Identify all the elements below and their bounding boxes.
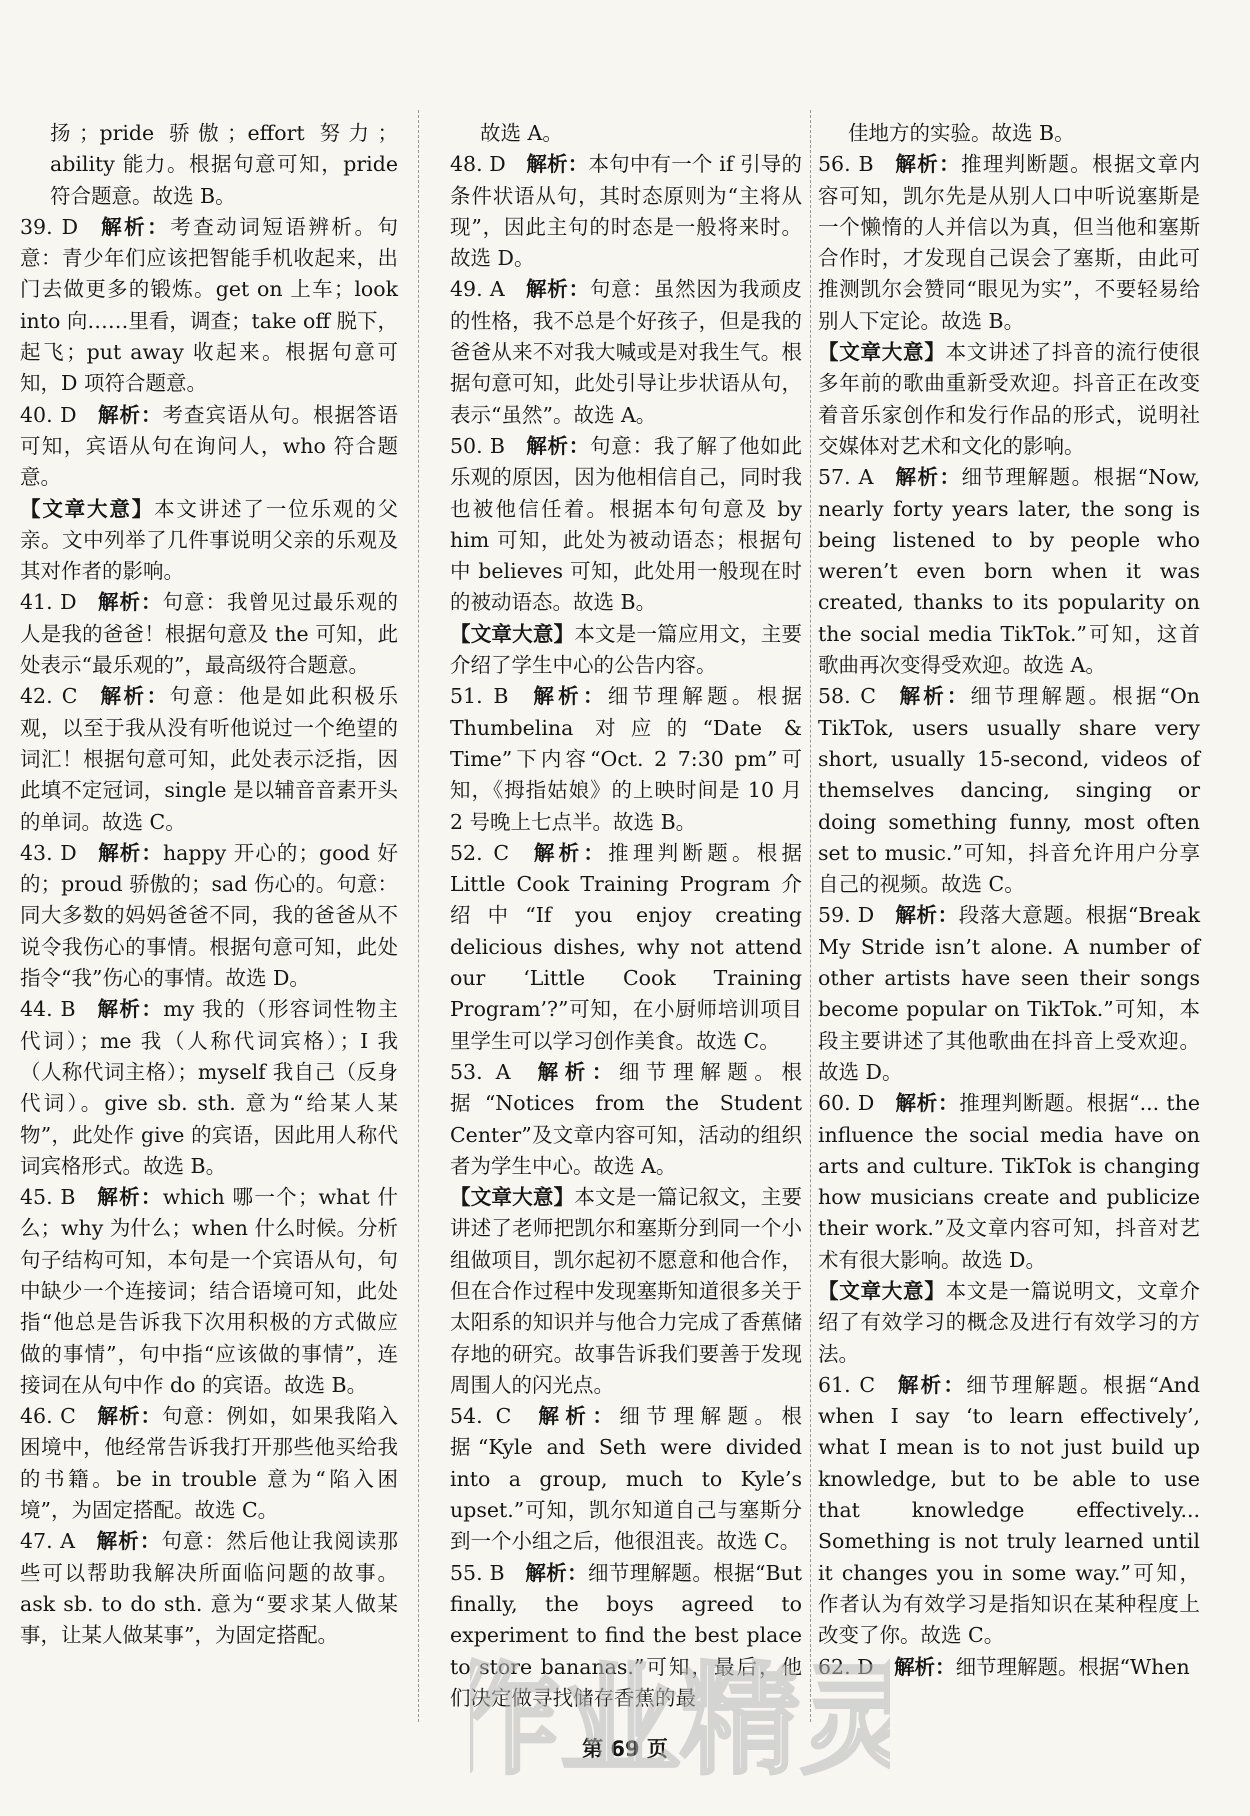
watermark-icon [470,1612,890,1812]
analysis-label: 解析： [75,997,164,1022]
analysis-label: 解析： [505,152,589,177]
answer-item [818,1088,1200,1276]
analysis-label: 解析： [511,1404,620,1429]
answer-item [450,274,802,430]
watermark-logo [470,1612,890,1812]
answer-item [450,431,802,619]
answer-number: 52. C [450,840,510,865]
summary-label: 【文章大意】 [450,621,575,646]
answer-text: 细节理解题。根据“And when I say ‘to learn effectively’, what I mean is to not just build up knowledge, but to be able to use that knowledge effectively... Something is not truly learned until it changes you in some way.”可知，作者认为有效学习是指知识在某种程度上改变了你。故选 C。 [818,1372,1200,1648]
analysis-label: 解析： [504,433,591,458]
answer-text: 细节理解题。根据“When [955,1654,1190,1679]
article-summary [20,494,398,588]
answer-number: 60. D [818,1091,875,1116]
answer-number: 61. C [818,1372,876,1397]
answer-text: 段落大意题。根据“Break My Stride isn’t alone. A number of other artists have seen their songs become popular on TikTok.”可知，本段主要讲述了其他歌曲在抖音上受欢迎。故选 D。 [818,903,1201,1084]
answer-number: 58. C [818,684,876,709]
answer-item [450,681,802,837]
answer-number: 57. A [818,465,874,490]
answer-text: 句意：我了解了他如此乐观的原因，因为他相信自己，同时我也被他信任着。根据本句句意及 by him 可知，此处为被动语态；根据句中 believes 可知，此处用一般现在时的被动语态。故选 B。 [450,433,803,615]
answer-text: 推理判断题。根据文章内容可知，凯尔先是从别人口中听说塞斯是一个懒惰的人并信以为真，但当他和塞斯合作时，才发现自己误会了塞斯，由此可推测凯尔会赞同“眼见为实”，不要轻易给别人下定论。故选 B。 [818,152,1201,333]
answer-text: 考查动词短语辨析。句意：青少年们应该把智能手机收起来，出门去做更多的锻炼。get on 上车；look into 向……里看，调查；take off 脱下，起飞；put away 收起来。根据句意可知，D 项符合题意。 [20,214,398,396]
answer-number: 40. D [20,402,77,427]
answer-text: 细节理解题。根据“Notices from the Student Center”及文章内容可知，活动的组织者为学生中心。故选 A。 [450,1059,803,1178]
answer-text: 佳地方的实验。故选 B。 [848,121,1075,145]
summary-text: 本文是一篇记叙文，主要讲述了老师把凯尔和塞斯分到同一个小组做项目，凯尔起初不愿意和他合作，但在合作过程中发现塞斯知道很多关于太阳系的知识并与他合力完成了香蕉储存地的研究。故事告诉我们要善于发现周围人的闪光点。 [450,1185,802,1397]
summary-text: 本文讲述了抖音的流行使很多年前的歌曲重新受欢迎。抖音正在改变着音乐家创作和发行作品的形式，说明社交媒体对艺术和文化的影响。 [818,340,1201,458]
answer-number: 50. B [450,433,505,458]
analysis-label: 解析： [874,1091,960,1116]
answer-item [818,681,1200,900]
continued-text [20,118,398,212]
answer-text: 推理判断题。根据“... the influence the social media have on arts and culture. TikTok is changing how musicians create and publicize their work.”及文章内容可知，抖音对艺术有很大影响。故选 D。 [818,1091,1200,1272]
answer-number: 59. D [818,903,875,928]
answer-text: 句意：我曾见过最乐观的人是我的爸爸！根据句意及 the 可知，此处表示“最乐观的”，最高级符合题意。 [20,590,399,678]
answer-text: 句意：他是如此积极乐观，以至于我从没有听他说过一个绝望的词汇！根据句意可知，此处表示泛指，因此填不定冠词，single 是以辅音音素开头的单词。故选 C。 [20,684,398,834]
answer-item [20,1526,398,1651]
analysis-label: 解析： [508,684,608,709]
analysis-label: 解析： [77,684,170,709]
analysis-label: 解析： [875,1372,967,1397]
answer-text: my 我的（形容词性物主代词）；me 我（人称代词宾格）；I 我（人称代词主格）；myself 我自己（反身代词）。give sb. sth. 意为“给某人某物”，此处作 give 的宾语，因此用人称代词宾格形式。故选 B。 [20,997,399,1178]
svg-text:作业精灵: 作业精灵 [470,1652,890,1791]
answer-text: 推理判断题。根据 Little Cook Training Program 介绍中“If you enjoy creating delicious dishes, why not attend our ‘Little Cook Training Program’?”可知，在小厨师培训项目里学生可以学习创作美食。故选 C。 [450,840,802,1053]
answer-item [20,400,398,494]
answer-text: 细节理解题。根据“But finally, the boys agreed to experiment to find the best place to store bananas.”可知，最后，他们决定做寻找储存香蕉的最 [450,1560,802,1710]
continued-text [450,118,802,149]
answer-column-1 [20,118,398,1652]
analysis-label: 解析： [509,840,609,865]
answer-number: 62. D [818,1654,874,1679]
answer-item [20,1401,398,1526]
answer-text: 细节理解题。根据“Now, nearly forty years later, the song is being listened to by people who weren’t even born when it was created, thanks to its popularity on the social media TikTok.”可知，这首歌曲再次变得受欢迎。故选 A。 [818,465,1200,678]
answer-item [818,1370,1200,1652]
analysis-label: 解析： [874,903,959,928]
column-divider [418,110,419,1722]
answer-number: 56. B [818,152,874,177]
answer-item [450,838,802,1057]
article-summary [818,337,1200,462]
analysis-label: 解析： [504,277,590,302]
answer-text: 句意：虽然因为我顽皮的性格，我不总是个好孩子，但是我的爸爸从来不对我大喊或是对我生气。根据句意可知，此处引导让步状语从句，表示“虽然”。故选 A。 [450,277,803,427]
answer-number: 43. D [20,840,77,865]
page-number: 第 69 页 [582,1737,668,1761]
answer-text: 细节理解题。根据 Thumbelina 对应的“Date & Time”下内容“Oct. 2 7:30 pm”可知，《拇指姑娘》的上映时间是 10 月 2 号晚上七点半。故选 B。 [450,684,803,834]
answer-number: 55. B [450,1560,505,1585]
analysis-label: 解析： [75,1185,163,1210]
answer-text: 细节理解题。根据“On TikTok, users usually share very short, usually 15-second, videos of themselves dancing, singing or doing something funny, most often set to music.”可知，抖音允许用户分享自己的视频。故选 C。 [818,684,1200,897]
answer-number: 47. A [20,1529,76,1554]
answer-item [20,838,398,994]
answer-text: 句意：然后他让我阅读那些可以帮助我解决所面临问题的故事。ask sb. to do sth. 意为“要求某人做某事，让某人做某事”，为固定搭配。 [20,1529,398,1648]
answer-item [20,587,398,681]
answer-text: which 哪一个；what 什么；why 为什么；when 什么时候。分析句子结构可知，本句是一个宾语从句，句中缺少一个连接词；结合语境可知，此处指“他总是告诉我下次用积极的方式做应做的事情”，句中指“应该做的事情”，连接词在从句中作 do 的宾语。故选 B。 [20,1185,399,1397]
answer-text: 考查宾语从句。根据答语可知，宾语从句在询问人，who 符合题意。 [20,402,399,490]
answer-number: 54. C [450,1404,512,1429]
answer-item [450,1401,802,1557]
answer-number: 44. B [20,997,76,1022]
continued-text [818,118,1200,149]
analysis-label: 解析： [76,402,163,427]
analysis-label: 解析： [873,152,961,177]
answer-column-2 [450,118,802,1714]
article-summary [818,1276,1200,1370]
answer-item [20,994,398,1182]
analysis-label: 解析： [76,840,163,865]
answer-item [20,1182,398,1401]
answer-text: 句意：例如，如果我陷入困境中，他经常告诉我打开那些他买给我的书籍。be in trouble 意为“陷入困境”，为固定搭配。故选 C。 [20,1404,399,1523]
analysis-label: 解析： [510,1059,619,1084]
summary-text: 本文是一篇应用文，主要介绍了学生中心的公告内容。 [450,621,802,678]
analysis-label: 解析： [78,214,171,239]
column-divider [810,110,811,1722]
answer-text: happy 开心的；good 好的；proud 骄傲的；sad 伤心的。句意：同大多数的妈妈爸爸不同，我的爸爸从不说令我伤心的事情。根据句意可知，此处指令“我”伤心的事情。故选 D。 [20,840,399,991]
article-summary [450,619,802,682]
answer-text: 本句中有一个 if 引导的条件状语从句，其时态原则为“主将从现”，因此主句的时态是一般将来时。故选 D。 [450,152,802,271]
summary-label: 【文章大意】 [818,340,946,365]
answer-number: 39. D [20,214,79,239]
answer-item [818,462,1200,681]
answer-item [20,212,398,400]
answer-number: 48. D [450,152,506,177]
answer-number: 42. C [20,684,78,709]
answer-number: 45. B [20,1185,76,1210]
answer-number: 51. B [450,684,509,709]
analysis-label: 解析： [873,465,962,490]
answer-item [450,1057,802,1182]
answer-item [818,149,1200,337]
summary-label: 【文章大意】 [450,1185,575,1210]
answer-number: 49. A [450,277,505,302]
analysis-label: 解析： [76,590,163,615]
answer-item [818,900,1200,1088]
analysis-label: 解析： [875,684,971,709]
answer-text: 扬；pride 骄傲；effort 努力；ability 能力。根据句意可知，pride 符合题意。故选 B。 [50,121,398,208]
answer-number: 41. D [20,590,77,615]
summary-text: 本文是一篇说明文，文章介绍了有效学习的概念及进行有效学习的方法。 [818,1278,1201,1366]
answer-number: 53. A [450,1059,511,1084]
answer-item [450,149,802,274]
summary-text: 本文讲述了一位乐观的父亲。文中列举了几件事说明父亲的乐观及其对作者的影响。 [20,496,398,584]
analysis-label: 解析： [504,1560,589,1585]
answer-text: 故选 A。 [480,121,563,145]
answer-column-3 [818,118,1200,1683]
analysis-label: 解析： [873,1654,956,1679]
analysis-label: 解析： [75,1404,163,1429]
answer-number: 46. C [20,1404,76,1429]
answer-text: 细节理解题。根据“Kyle and Seth were divided into a group, much to Kyle’s upset.”可知，凯尔知道自己与塞斯分到一个小组之后，他很沮丧。故选 C。 [450,1404,803,1554]
article-summary [450,1182,802,1401]
summary-label: 【文章大意】 [20,496,155,521]
answer-item [20,681,398,837]
analysis-label: 解析： [75,1529,162,1554]
summary-label: 【文章大意】 [818,1278,946,1303]
